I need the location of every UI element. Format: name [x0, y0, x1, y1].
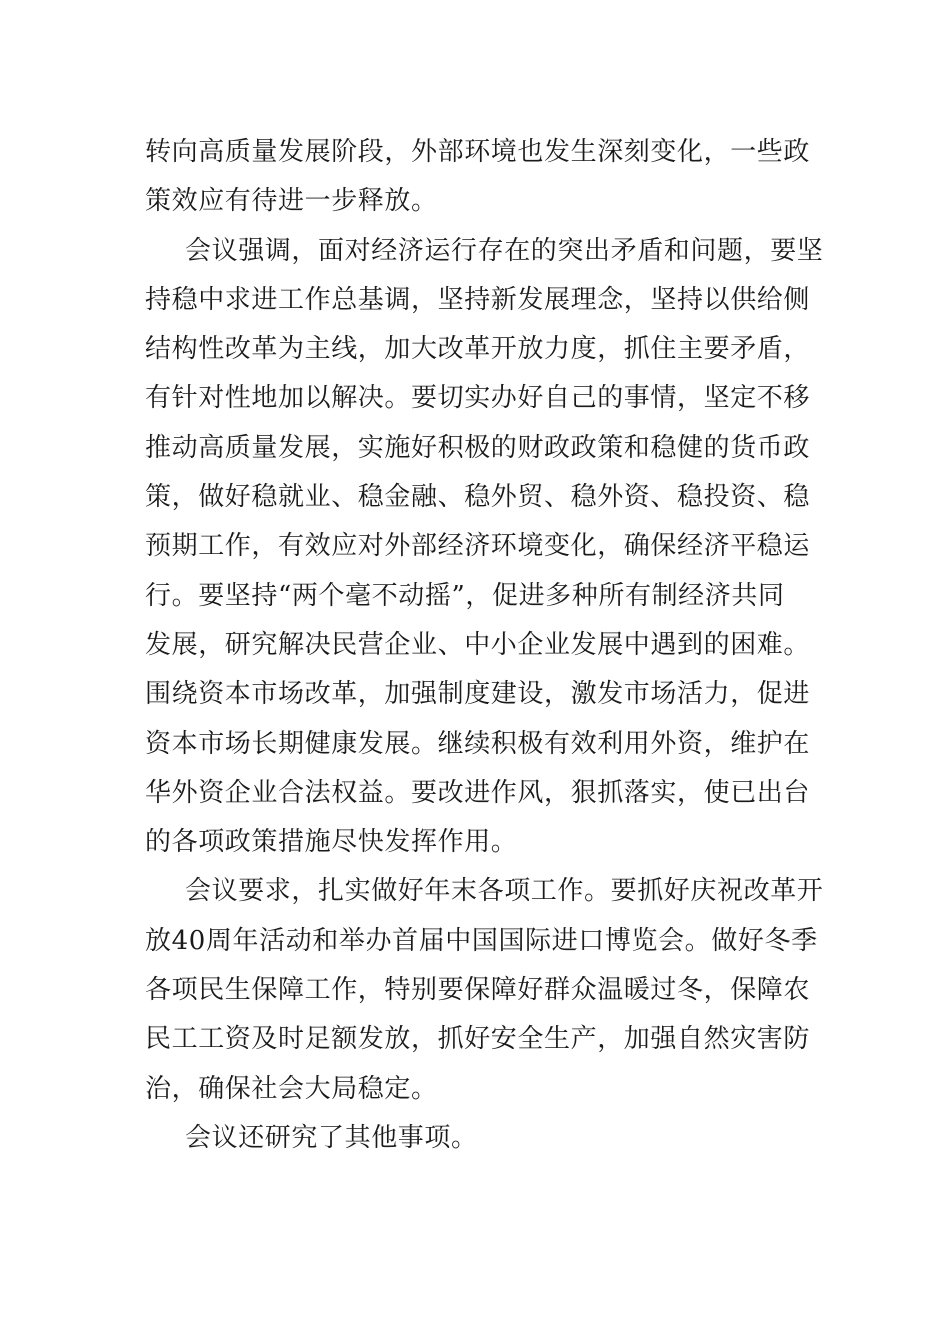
paragraph-start-line: 会议还研究了其他事项。	[185, 1122, 478, 1153]
text-line: 围绕资本市场改革，加强制度建设，激发市场活力，促进	[145, 679, 811, 710]
text-line: 行。要坚持“两个毫不动摇”，促进多种所有制经济共同	[145, 580, 785, 611]
text-line: 的各项政策措施尽快发挥作用。	[145, 827, 518, 858]
text-line: 资本市场长期健康发展。继续积极有效利用外资，维护在	[145, 728, 811, 759]
text-line: 华外资企业合法权益。要改进作风，狠抓落实，使已出台	[145, 777, 811, 808]
text-line: 放40周年活动和举办首届中国国际进口博览会。做好冬季	[145, 925, 818, 956]
text-line: 持稳中求进工作总基调，坚持新发展理念，坚持以供给侧	[145, 284, 811, 315]
text-line: 发展，研究解决民营企业、中小企业发展中遇到的困难。	[145, 629, 811, 660]
paragraph-start-line: 会议要求，扎实做好年末各项工作。要抓好庆祝改革开	[185, 876, 824, 907]
document-body	[145, 128, 824, 1163]
text-line: 民工工资及时足额发放，抓好安全生产，加强自然灾害防	[145, 1024, 811, 1055]
text-line: 结构性改革为主线，加大改革开放力度，抓住主要矛盾，	[145, 334, 811, 365]
text-line: 转向高质量发展阶段，外部环境也发生深刻变化，一些政	[145, 137, 811, 167]
text-line: 推动高质量发展，实施好积极的财政政策和稳健的货币政	[145, 432, 811, 463]
text-line: 各项民生保障工作，特别要保障好群众温暖过冬，保障农	[145, 975, 811, 1006]
text-line: 策，做好稳就业、稳金融、稳外贸、稳外资、稳投资、稳	[145, 482, 811, 513]
paragraph-start-line: 会议强调，面对经济运行存在的突出矛盾和问题，要坚	[185, 235, 824, 266]
text-line: 策效应有待进一步释放。	[145, 186, 438, 217]
text-line: 预期工作，有效应对外部经济环境变化，确保经济平稳运	[145, 531, 811, 562]
text-line: 治，确保社会大局稳定。	[145, 1073, 438, 1104]
text-line: 有针对性地加以解决。要切实办好自己的事情，坚定不移	[145, 383, 811, 414]
